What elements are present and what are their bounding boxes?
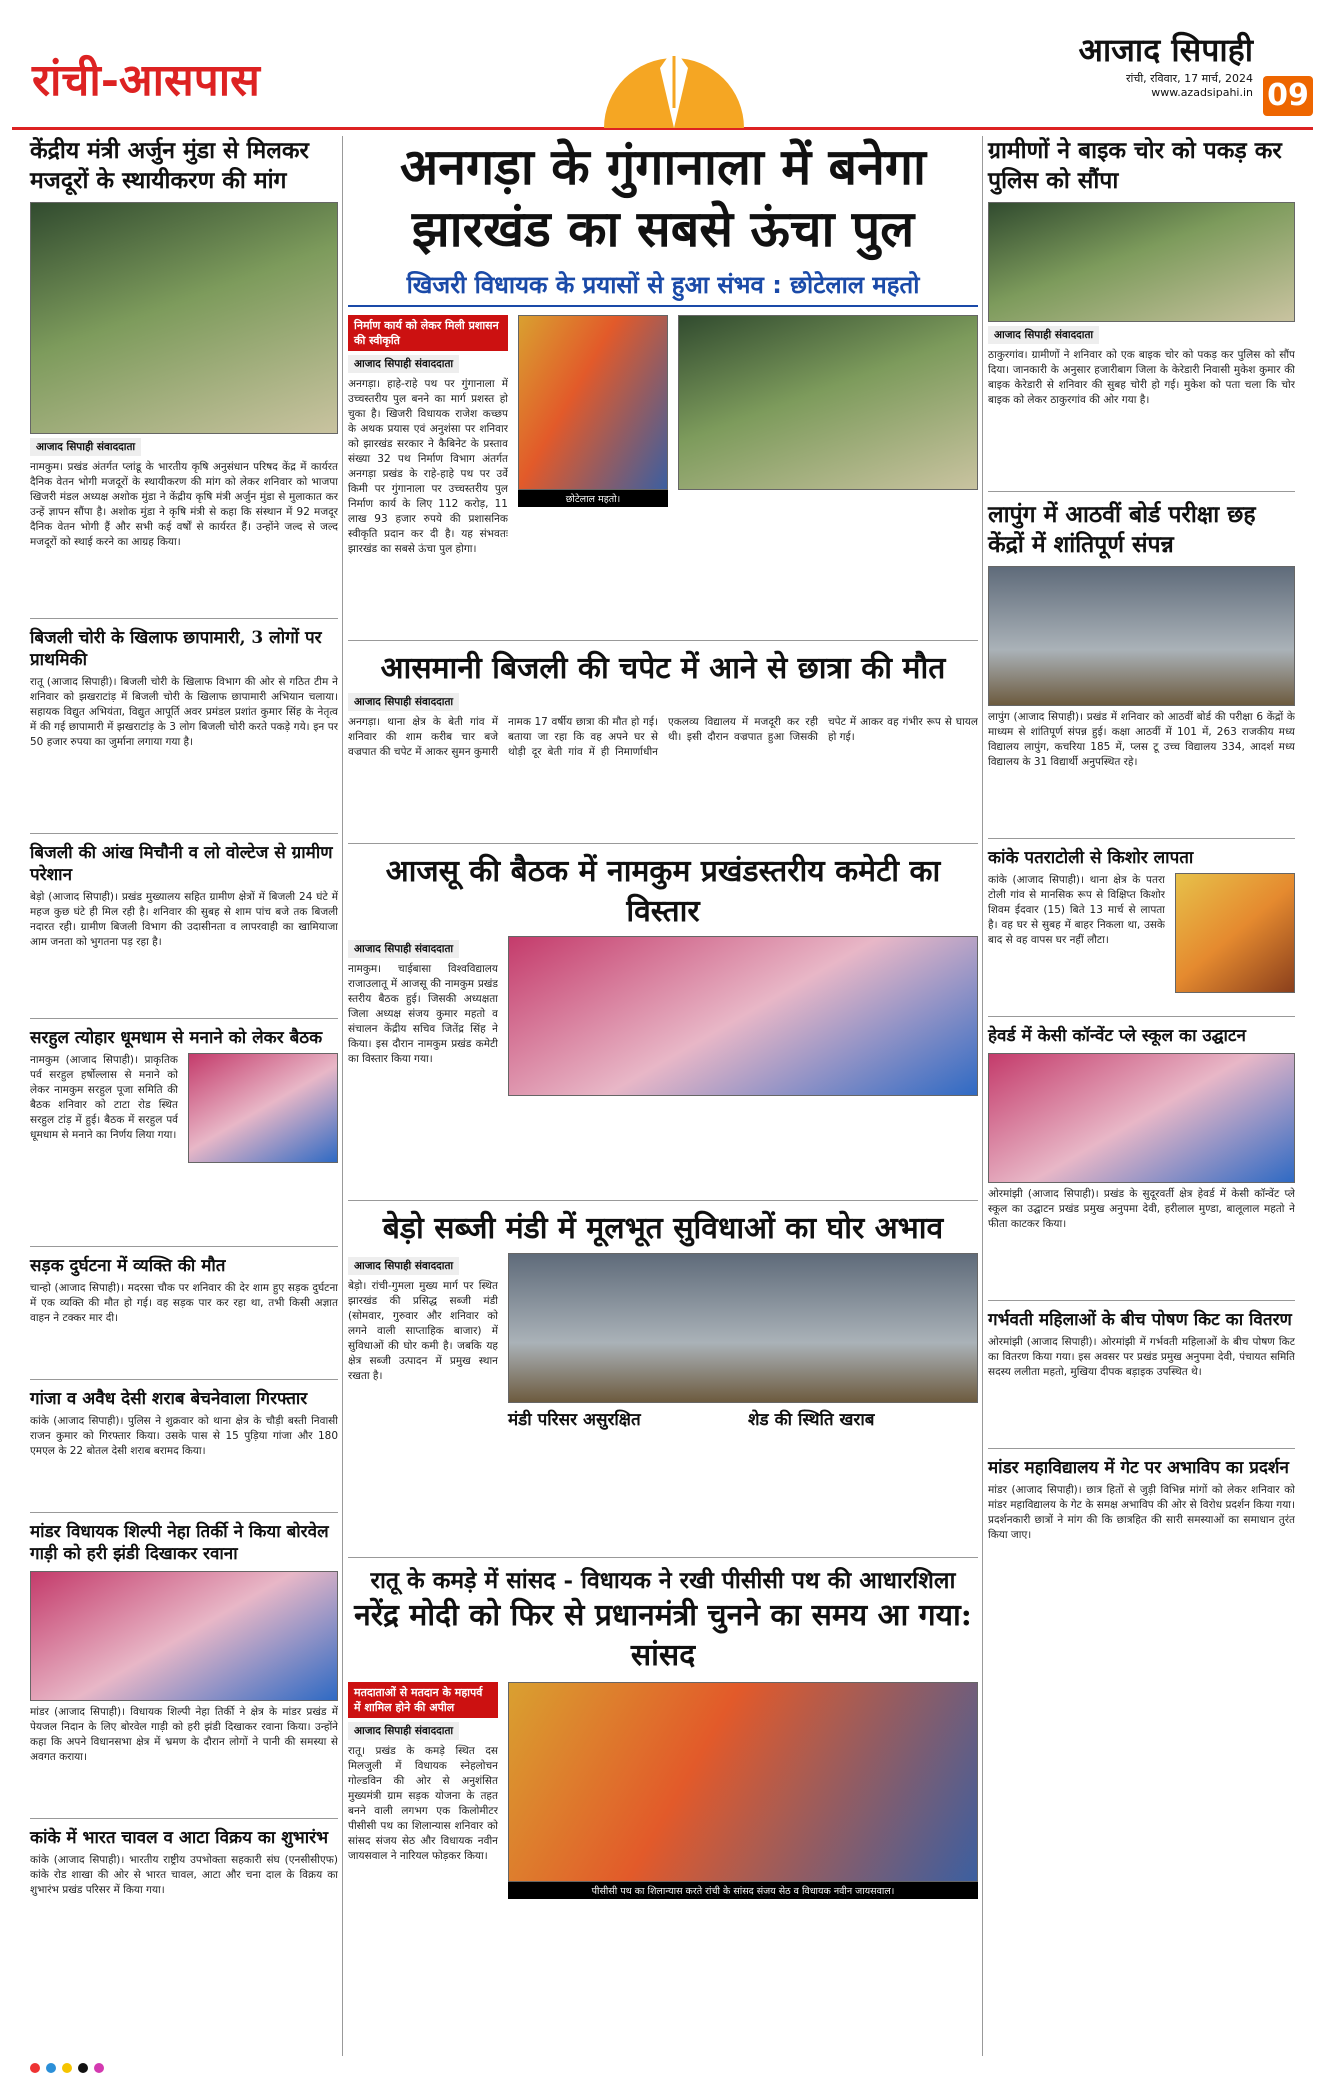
story-body: बेड़ो। रांची-गुमला मुख्य मार्ग पर स्थित झारखंड की प्रसिद्ध सब्जी मंडी (सोमवार, गुरुवार और शनिवार को लगने वाली साप्ताहिक बाजार) में सुविधाओं की घोर कमी है। जबकि यह क्षेत्र सब्जी उत्पादन में प्रमुख स्थान रखता है। [348,1280,498,1382]
exam-photo [988,566,1295,706]
story-headline: बिजली चोरी के खिलाफ छापामारी, 3 लोगों पर प्राथमिकी [30,628,322,670]
news-photo [988,1053,1295,1183]
masthead [12,18,1313,130]
story-body: अनगड़ा। हाहे-राहे पथ पर गुंगानाला में उच्चस्तरीय पुल बनने का मार्ग प्रशस्त हो चुका है। खिजरी विधायक राजेश कच्छप के अथक प्रयास एवं अनुशंसा पर शनिवार को झारखंड सरकार ने कैबिनेट के प्रस्ताव संख्या 32 पथ निर्माण विभाग अंतर्गत अनगड़ा प्रखंड के राहे-हाहे पथ पर उर्वे किमी पर गुंगानाला पर उच्चस्तरीय पुल निर्माण कार्य के लिए 112 करोड़, 11 लाख 93 हजार रुपये की प्रशासनिक स्वीकृति प्रदान कर दी है। यह संभवतः झारखंड का सबसे ऊंचा पुल होगा। [348,378,508,555]
subhead-label: शेड की स्थिति खराब [748,1410,875,1430]
inauguration-photo [508,1682,978,1882]
column-divider [982,136,983,2056]
photo-caption: पीसीसी पथ का शिलान्यास करते रांची के सांसद संजय सेठ व विधायक नवीन जायसवाल। [508,1882,978,1899]
bridge-photo [678,315,978,490]
story-headline: नरेंद्र मोदी को फिर से प्रधानमंत्री चुनने का समय आ गया: सांसद [354,1598,972,1673]
story-body: कांके (आजाद सिपाही)। पुलिस ने शुक्रवार को थाना क्षेत्र के चौड़ी बस्ती निवासी राजन कुमार को गिरफ्तार किया। उसके पास से 15 पुड़िया गांजा और 180 एमएल के 22 बोतल देसी शराब बरामद किया। [30,1415,338,1457]
news-photo [30,202,338,434]
portrait-photo [518,315,668,490]
story-body: अनगड़ा। थाना क्षेत्र के बेती गांव में शनिवार की शाम करीब चार बजे वज्रपात की चपेट में आकर सुमन कुमारी नामक 17 वर्षीय छात्रा की मौत हो गई। बताया जा रहा कि वह अपने घर से थोड़ी दूर बेती गांव में ही निमार्णाधीन एकलव्य विद्यालय में मजदूरी कर रही थी। इसी दौरान वज्रपात हुआ जिसकी चपेट में आकर वह गंभीर रूप से घायल हो गई। [348,716,978,758]
website-link[interactable]: www.azadsipahi.in [1151,86,1253,99]
story-tag: मतदाताओं से मतदान के महापर्व में शामिल होने की अपील [348,1682,498,1718]
story-headline: केंद्रीय मंत्री अर्जुन मुंडा से मिलकर मजदूरों के स्थायीकरण की मांग [30,137,309,194]
story-headline: रातू के कमड़े में सांसद - विधायक ने रखी पीसीसी पथ की आधारशिला [370,1567,956,1594]
story-body: ओरमांझी (आजाद सिपाही)। ओरमांझी में गर्भवती महिलाओं के बीच पोषण किट का वितरण किया गया। इस अवसर पर प्रखंड प्रमुख अनुपमा देवी, पंचायत समिति सदस्य ललीता महतो, मुखिया दीपक बड़ाइक उपस्थित थे। [988,1336,1295,1378]
registration-dot [62,2063,72,2073]
story-headline: बिजली की आंख मिचौनी व लो वोल्टेज से ग्रामीण परेशान [30,843,333,885]
story-body: नामकुम। चाईबासा विश्वविद्यालय राजाउलातू में आजसू की नामकुम प्रखंड स्तरीय बैठक हुई। जिसकी अध्यक्षता जिला अध्यक्ष संजय कुमार महतो व संचालन केंद्रीय सचिव जितेंद्र सिंह ने किया। इस दौरान नामकुम प्रखंड कमेटी का विस्तार किया गया। [348,963,498,1065]
byline: आजाद सिपाही संवाददाता [348,1257,459,1275]
news-photo [508,936,978,1096]
column-divider [342,136,343,2056]
dateline: रांची, रविवार, 17 मार्च, 2024 www.azadsipahi.in [1126,72,1253,99]
registration-dot [30,2063,40,2073]
registration-dot [46,2063,56,2073]
registration-dot [94,2063,104,2073]
story-headline: मांडर महाविद्यालय में गेट पर अभाविप का प्रदर्शन [988,1458,1289,1478]
story-body: कांके (आजाद सिपाही)। थाना क्षेत्र के पतरा टोली गांव से मानसिक रूप से विक्षिप्त किशोर शिवम ईदवार (15) बिते 13 मार्च से लापता है। वह घर से सुबह में बाहर निकला था, उसके बाद से वह वापस घर नहीं लौटा। [988,874,1165,946]
news-photo [188,1053,338,1163]
story-body: नामकुम (आजाद सिपाही)। प्राकृतिक पर्व सरहुल हर्षोल्लास से मनाने को लेकर नामकुम सरहुल पूजा समिति की बैठक शनिवार को टाटा रोड स्थित सरहुल टांड़ में हुई। बैठक में सरहुल पर्व धूमधाम से मनाने का निर्णय लिया गया। [30,1054,178,1141]
page-number-badge: 09 [1263,76,1313,116]
story-body: रातू (आजाद सिपाही)। बिजली चोरी के खिलाफ विभाग की ओर से गठित टीम ने शनिवार को झखराटांड़ में बिजली चोरी के खिलाफ छापामारी अभियान चलाया। सहायक विद्युत अभियंता, विद्युत आपूर्ति अवर प्रमंडल प्रशांत कुमार सिंह के नेतृत्व में की गई छापामारी में झखराटांड़ के 3 लोग बिजली चोरी करते पकड़े गये। इन पर 50 हजार रुपया का जुर्माना लगाया गया है। [30,676,338,748]
lead-headline: अनगड़ा के गुंगानाला में बनेगा झारखंड का सबसे ऊंचा पुल [400,137,926,258]
story-headline: मांडर विधायक शिल्पी नेहा तिर्की ने किया बोरवेल गाड़ी को हरी झंडी दिखाकर रवाना [30,1522,329,1564]
story-headline: ग्रामीणों ने बाइक चोर को पकड़ कर पुलिस को सौंपा [988,137,1282,194]
story-body: लापुंग (आजाद सिपाही)। प्रखंड में शनिवार को आठवीं बोर्ड की परीक्षा 6 केंद्रों के माध्यम से शांतिपूर्ण संपन्न हुई। कक्षा आठवीं में 101 में, 263 राजकीय मध्य विद्यालय लापुंग, कचरिया 185 में, प्लस टू उच्च विद्यालय 334, आदर्श मध्य विद्यालय के 31 विद्यार्थी अनुपस्थित रहे। [988,711,1295,768]
photo-caption: छोटेलाल महतो। [518,490,668,507]
byline: आजाद सिपाही संवाददाता [988,326,1099,344]
byline: आजाद सिपाही संवाददाता [348,693,459,711]
missing-boy-photo [1175,873,1295,993]
story-headline: गांजा व अवैध देसी शराब बेचनेवाला गिरफ्तार [30,1389,308,1409]
story-body: ठाकुरगांव। ग्रामीणों ने शनिवार को एक बाइक चोर को पकड़ कर पुलिस को सौंप दिया। जानकारी के अनुसार हजारीबाग जिला के केरेडारी निवासी मुकेश कुमार की बाइक केरेडारी से शनिवार की सुबह चोरी हो गई। मुकेश को पता चला कि चोर बाइक को लेकर ठाकुरगांव की ओर गया है। [988,349,1295,406]
byline: आजाद सिपाही संवाददाता [348,940,459,958]
story-headline: हेवर्ड में केसी कॉन्वेंट प्ले स्कूल का उद्घाटन [988,1026,1246,1046]
story-headline: आजसू की बैठक में नामकुम प्रखंडस्तरीय कमेटी का विस्तार [385,854,941,929]
byline: आजाद सिपाही संवाददाता [30,438,141,456]
story-headline: लापुंग में आठवीं बोर्ड परीक्षा छह केंद्रों में शांतिपूर्ण संपन्न [988,501,1256,558]
lead-subhead: खिजरी विधायक के प्रयासों से हुआ संभव : छोटेलाल महतो [348,268,978,307]
story-headline: सरहुल त्योहार धूमधाम से मनाने को लेकर बैठक [30,1028,323,1048]
story-body: कांके (आजाद सिपाही)। भारतीय राष्ट्रीय उपभोक्ता सहकारी संघ (एनसीसीएफ) कांके रोड शाखा की ओर से भारत चावल, आटा और चना दाल के विक्रय का शुभारंभ प्रखंड परिसर में किया गया। [30,1854,338,1896]
byline: आजाद सिपाही संवाददाता [348,355,459,373]
market-photo [508,1253,978,1403]
section-title: रांची-आसपास [32,55,260,106]
story-body: नामकुम। प्रखंड अंतर्गत प्लांडू के भारतीय कृषि अनुसंधान परिषद केंद्र में कार्यरत दैनिक वेतन भोगी मजदूरों के स्थायीकरण की मांग को लेकर शनिवार को भाजपा खिजरी मंडल अध्यक्ष अशोक मुंडा ने केंद्रीय कृषि मंत्री अर्जुन मुंडा से मुलाकात कर उन्हें ज्ञापन सौंपा है। अशोक मुंडा ने कृषि मंत्री से कहा कि संस्थान में 92 मजदूर दैनिक वेतन भोगी हैं और सभी कई वर्षों से कार्यरत हैं। उन्होंने जल्द से जल्द मजदूरों को स्थाई करने का आग्रह किया। [30,461,338,548]
story-body: मांडर (आजाद सिपाही)। छात्र हितों से जुड़ी विभिन्न मांगों को लेकर शनिवार को मांडर महाविद्यालय के गेट के समक्ष अभाविप की ओर से विरोध प्रदर्शन किया गया। प्रदर्शनकारी छात्रों ने मांग की कि छात्रहित की सारी समस्याओं का समाधान तुरंत किया जाए। [988,1484,1295,1541]
story-body: रातू। प्रखंड के कमड़े स्थित दस मिलजुली में विधायक स्नेहलोचन गोल्डविन की ओर से अनुशंसित मुख्यमंत्री ग्राम सड़क योजना के तहत बनने वाली लगभग एक किलोमीटर पीसीसी पथ का शिलान्यास शनिवार को सांसद संजय सेठ और विधायक नवीन जायसवाल ने नारियल फोड़कर किया। [348,1745,498,1862]
story-headline: गर्भवती महिलाओं के बीच पोषण किट का वितरण [988,1310,1292,1330]
story-tag: निर्माण कार्य को लेकर मिली प्रशासन की स्वीकृति [348,315,508,351]
story-headline: कांके पतराटोली से किशोर लापता [988,848,1194,868]
story-body: चान्हो (आजाद सिपाही)। मदरसा चौक पर शनिवार की देर शाम हुए सड़क दुर्घटना में एक व्यक्ति की मौत हो गई। वह सड़क पार कर रहा था, तभी किसी अज्ञात वाहन ने टक्कर मार दी। [30,1282,338,1324]
story-headline: आसमानी बिजली की चपेट में आने से छात्रा की मौत [380,651,946,686]
sun-pen-logo-icon [594,28,754,128]
news-photo [988,202,1295,322]
story-headline: बेड़ो सब्जी मंडी में मूलभूत सुविधाओं का घोर अभाव [382,1211,944,1246]
paper-name: आजाद सिपाही [1078,31,1253,69]
registration-dot [78,2063,88,2073]
story-body: बेड़ो (आजाद सिपाही)। प्रखंड मुख्यालय सहित ग्रामीण क्षेत्रों में बिजली 24 घंटे में महज कुछ घंटे ही मिल रही है। शनिवार की सुबह से शाम पांच बजे तक बिजली नदारत रही। ग्रामीण बिजली विभाग की उदासीनता व लापरवाही का खामियाजा आम जनता को भुगतना पड़ रहा है। [30,891,338,948]
news-photo [30,1571,338,1701]
right-column [988,136,1295,1713]
color-registration-marks [30,2063,104,2073]
story-body: मांडर (आजाद सिपाही)। विधायक शिल्पी नेहा तिर्की ने क्षेत्र के मांडर प्रखंड में पेयजल निदान के लिए बोरवेल गाड़ी को हरी झंडी दिखाकर रवाना किया। उन्होंने कहा कि अपने विधानसभा क्षेत्र में भ्रमण के दौरान लोगों ने पानी की समस्या से अवगत कराया। [30,1706,338,1763]
byline: आजाद सिपाही संवाददाता [348,1722,459,1740]
left-column [30,136,338,1943]
subhead-label: मंडी परिसर असुरक्षित [508,1410,641,1430]
middle-column [348,136,978,1964]
story-headline: कांके में भारत चावल व आटा विक्रय का शुभारंभ [30,1828,329,1848]
story-headline: सड़क दुर्घटना में व्यक्ति की मौत [30,1256,226,1276]
story-body: ओरमांझी (आजाद सिपाही)। प्रखंड के सुदूरवर्ती क्षेत्र हेवर्ड में केसी कॉन्वेंट प्ले स्कूल का उद्घाटन प्रखंड प्रमुख अनुपमा देवी, हरीलाल मुण्डा, बालूलाल महतो ने फीता काटकर किया। [988,1188,1295,1230]
